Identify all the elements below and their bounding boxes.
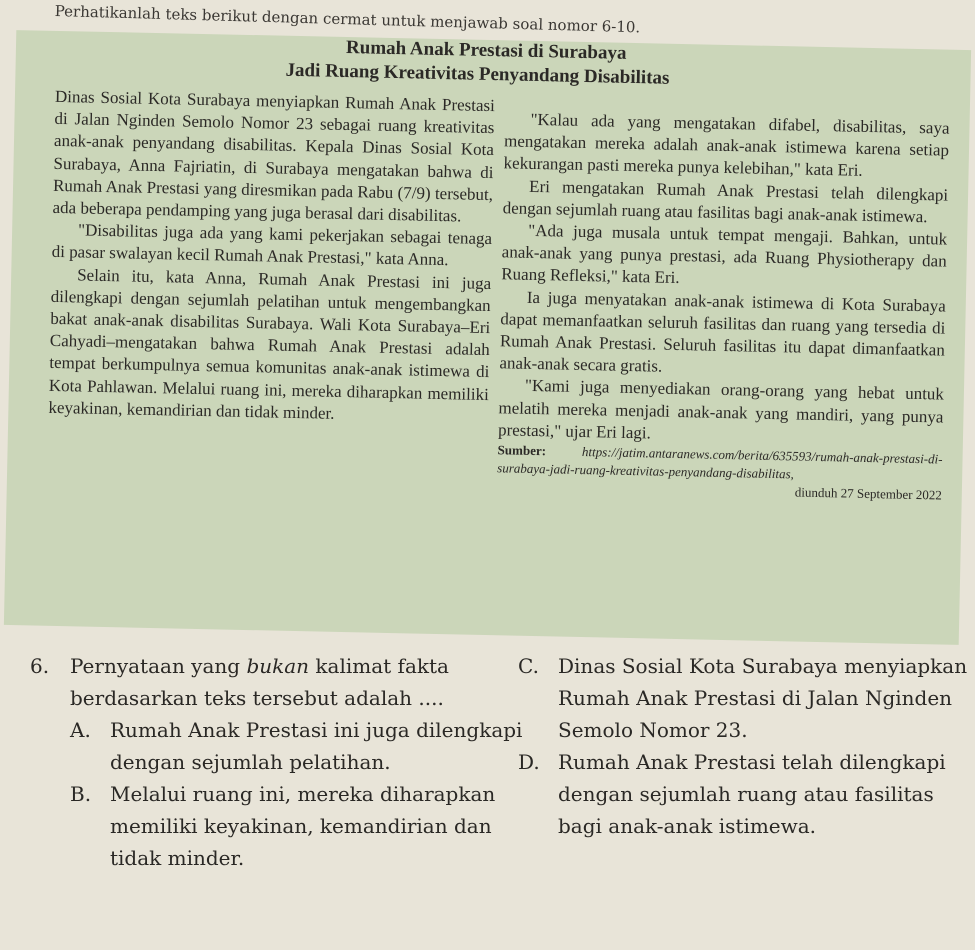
option-letter: A.: [70, 718, 91, 742]
stem-emphasis: bukan: [246, 654, 310, 678]
question-stem: [70, 650, 520, 714]
paragraph: Selain itu, kata Anna, Rumah Anak Prestasi ini juga dilengkapi dengan sejumlah pelatihan untuk mengembangkan bakat anak-anak disabilitas Surabaya. Wali Kota Surabaya–Eri Cahyadi–mengatakan bahwa Rumah Anak Prestasi adalah tempat berkumpulnya semua komunitas anak-anak istimewa di Kota Pahlawan. Melalui ruang ini, mereka diharapkan memiliki keyakinan, kemandirian dan tidak minder.: [48, 265, 492, 423]
paragraph: Ia juga menyatakan anak-anak istimewa di Kota Surabaya dapat memanfaatkan seluruh fasilitas dan ruang yang tersedia di Rumah Anak Prestasi. Seluruh fasilitas itu dapat dimanfaatkan anak-anak secara gratis.: [499, 287, 946, 376]
stem-part-2: kalimat fakta berdasarkan teks tersebut adalah ....: [70, 654, 449, 710]
article-title: Rumah Anak Prestasi di Surabaya: [345, 36, 627, 64]
option-text: Rumah Anak Prestasi telah dilengkapi dengan sejumlah ruang atau fasilitas bagi anak-anak istimewa.: [558, 750, 946, 838]
source-label: Sumber:: [497, 442, 547, 459]
article-left-column: [48, 86, 495, 428]
article-right-column: [497, 108, 950, 504]
paragraph: "Kami juga menyediakan orang-orang yang hebat untuk melatih mereka menjadi anak-anak yang mandiri, yang punya prestasi," ujar Eri lagi.: [497, 376, 945, 443]
article-box: [4, 30, 971, 645]
option-text: Rumah Anak Prestasi ini juga dilengkapi dengan sejumlah pelatihan.: [110, 718, 523, 774]
source-citation: [497, 441, 943, 504]
option-letter: B.: [70, 782, 92, 806]
question-6: [30, 650, 510, 720]
paragraph: Dinas Sosial Kota Surabaya menyiapkan Rumah Anak Prestasi di Jalan Nginden Semolo Nomor 23 sebagai ruang kreativitas anak-anak penyandang disabilitas. Kepala Dinas Sosial Kota Surabaya, Anna Fajriatin, di Surabaya mengatakan bahwa di Rumah Anak Prestasi yang diresmikan pada Rabu (7/9) tersebut, ada beberapa pendamping yang juga berasal dari disabilitas.: [52, 86, 496, 226]
option-letter: D.: [518, 750, 540, 774]
question-number: 6.: [30, 654, 50, 678]
source-date: diunduh 27 September 2022: [794, 484, 942, 503]
paragraph: "Ada juga musala untuk tempat mengaji. Bahkan, untuk anak-anak yang punya prestasi, ada Ruang Physiotherapy dan Ruang Refleksi," kata Eri.: [501, 220, 948, 288]
source-url: https://jatim.antaranews.com/berita/635593/rumah-anak-prestasi-di-surabaya-jadi-ruang-kreativitas-penyandang-disabilitas,: [497, 444, 943, 482]
paragraph: "Disabilitas juga ada yang kami pekerjakan sebagai tenaga di pasar swalayan kecil Rumah Anak Prestasi," kata Anna.: [51, 220, 493, 270]
question-section: [30, 650, 970, 950]
article-subtitle: Jadi Ruang Kreativitas Penyandang Disabilitas: [285, 59, 670, 89]
instruction-text: Perhatikanlah teks berikut dengan cermat untuk menjawab soal nomor 6-10.: [54, 2, 641, 37]
option-text: Melalui ruang ini, mereka diharapkan memiliki keyakinan, kemandirian dan tidak minder.: [110, 782, 496, 870]
stem-part-1: Pernyataan yang: [70, 654, 241, 678]
paragraph: "Kalau ada yang mengatakan difabel, disabilitas, saya mengatakan mereka adalah anak-anak istimewa karena setiap kekurangan pasti mereka punya kelebihan," kata Eri.: [503, 109, 950, 181]
option-letter: C.: [518, 654, 539, 678]
option-text: Dinas Sosial Kota Surabaya menyiapkan Rumah Anak Prestasi di Jalan Nginden Semolo Nomor 23.: [558, 654, 968, 742]
paragraph: Eri mengatakan Rumah Anak Prestasi telah dilengkapi dengan sejumlah ruang atau fasilitas bagi anak-anak istimewa.: [502, 176, 949, 226]
